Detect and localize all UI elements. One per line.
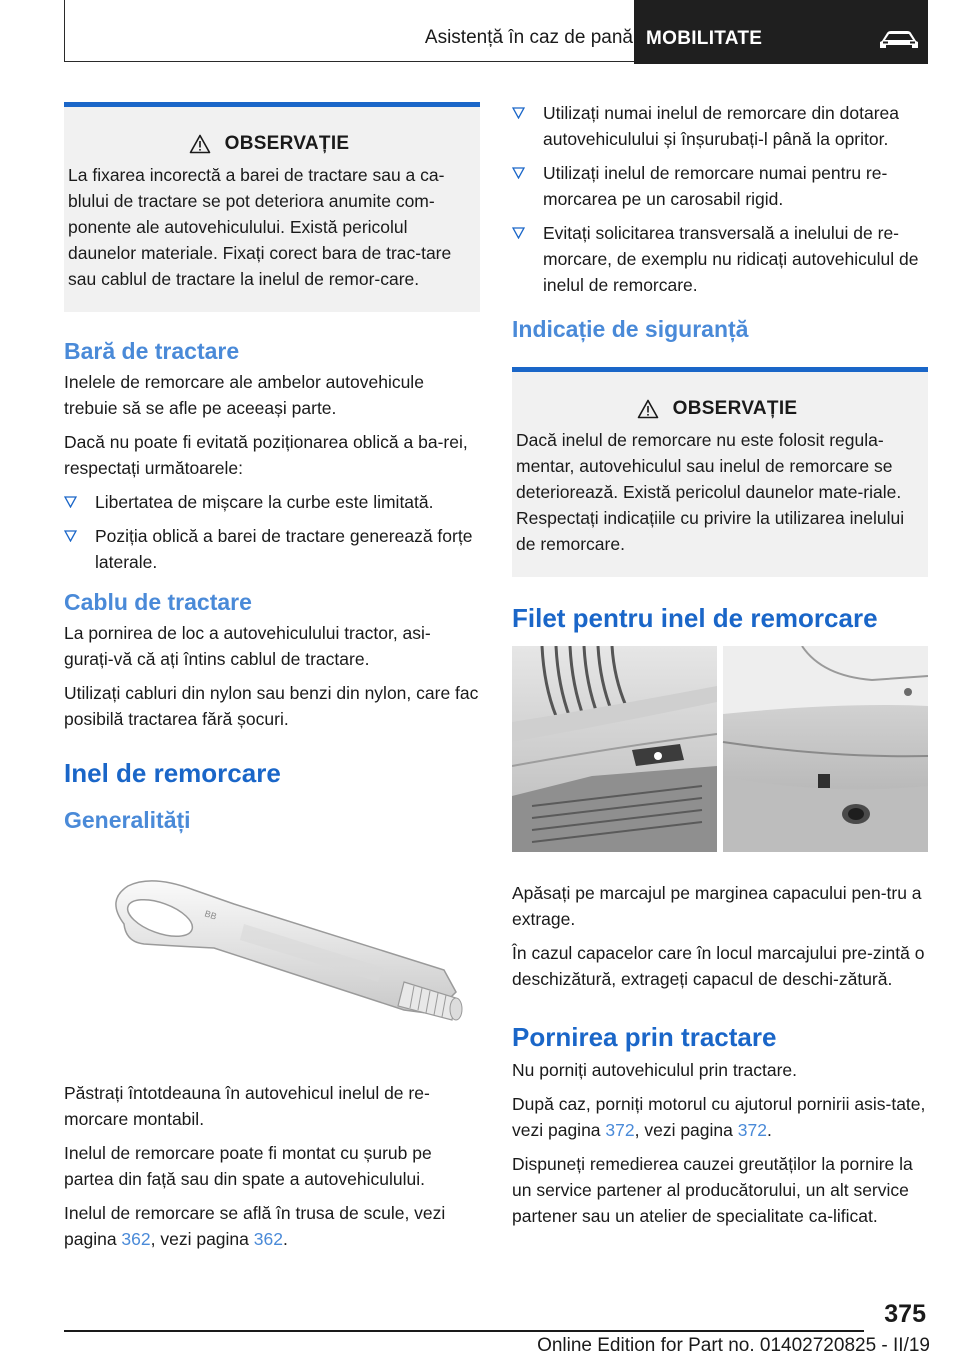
bumper-photos (512, 646, 928, 852)
note-text: Dacă inelul de remorcare nu este folosit regula-mentar, autovehiculul sau inelul de remorcare se deteriorează. Există pericolul daunelor mate-riale. Respectați indicațiile cu privire la utilizarea inelului de remorcare. (516, 430, 905, 554)
triangle-bullet-icon (512, 227, 525, 239)
list-item (64, 489, 480, 515)
heading-cable: Cablu de tractare (64, 589, 252, 615)
paragraph: Apăsați pe marcajul pe marginea capacului pen-tru a extrage. (512, 883, 922, 929)
page-link[interactable]: 362 (121, 1229, 151, 1249)
paragraph: Inelele de remorcare ale ambelor autovehicule trebuie să se afle pe aceeași parte. (64, 372, 424, 418)
list-item-text: Libertatea de mișcare la curbe este limitată. (95, 492, 434, 512)
warning-note (512, 367, 928, 577)
subheading-general: Generalități (64, 807, 191, 833)
text-run: , vezi pagina (150, 1229, 254, 1249)
section-tab (64, 0, 646, 62)
text-run: , vezi pagina (634, 1120, 738, 1140)
list-item-text: Utilizați inelul de remorcare numai pentru re-morcarea pe un carosabil rigid. (543, 163, 888, 209)
paragraph: Dispuneți remedierea cauzei greutăților la pornire la un service partener al producătorului, un alt service partener sau un atelier de specialitate ca-lificat. (512, 1154, 913, 1226)
warning-triangle-icon (637, 399, 659, 419)
triangle-bullet-icon (64, 530, 77, 542)
paragraph: În cazul capacelor care în locul marcajului pre-zintă o deschizătură, extrageți capacul de deschi-zătură. (512, 943, 925, 989)
paragraph: Inelul de remorcare poate fi montat cu șurub pe partea din față sau din spate a autovehiculului. (64, 1143, 432, 1189)
paragraph: Nu porniți autovehiculul prin tractare. (512, 1060, 798, 1080)
chapter-tab (634, 0, 928, 64)
chapter-title: MOBILITATE (646, 28, 763, 49)
edition-text: Online Edition for Part no. 01402720825 - II/19 (537, 1335, 930, 1356)
bullet-list (512, 100, 928, 298)
paragraph-with-links (64, 1200, 480, 1252)
right-column (512, 100, 928, 1237)
paragraph-with-links (512, 1091, 928, 1143)
triangle-bullet-icon (64, 496, 77, 508)
list-item (512, 100, 928, 152)
car-icon (878, 29, 920, 51)
heading-safety: Indicație de siguranță (512, 316, 749, 342)
svg-text:BB: BB (203, 908, 218, 922)
heading-thread: Filet pentru inel de remorcare (512, 603, 878, 633)
bumper-cover-photos (512, 646, 928, 852)
note-text: La fixarea incorectă a barei de tractare sau a ca-blului de tractare se pot deteriora anumite com-ponente ale autovehiculului. Există pericolul daunelor materiale. Fixați corect bara de trac-tare sau cablul de tractare la inelul de remor-care. (68, 165, 452, 289)
section-title: Asistență în caz de pană (424, 27, 633, 48)
list-item-text: Poziția oblică a barei de tractare generează forțe laterale. (95, 526, 473, 572)
note-title: OBSERVAȚIE (672, 398, 798, 419)
note-title: OBSERVAȚIE (224, 133, 350, 154)
text-run: . (766, 1120, 772, 1140)
tow-ring-illustration (64, 844, 480, 1072)
heading-ring: Inel de remorcare (64, 758, 281, 788)
heading-start: Pornirea prin tractare (512, 1022, 777, 1052)
paragraph: Utilizați cabluri din nylon sau benzi din nylon, care fac posibilă tractarea fără șocuri. (64, 683, 479, 729)
text-run: . (282, 1229, 288, 1249)
paragraph: Dacă nu poate fi evitată poziționarea oblică a ba-rei, respectați următoarele: (64, 432, 468, 478)
triangle-bullet-icon (512, 167, 525, 179)
tow-ring-image (64, 844, 480, 1072)
heading-bar: Bară de tractare (64, 338, 240, 364)
warning-triangle-icon (189, 134, 211, 154)
page-header (64, 0, 928, 64)
left-column (64, 102, 480, 1260)
list-item-text: Utilizați numai inelul de remorcare din dotarea autovehiculului și înșurubați-l până la opritor. (543, 103, 900, 149)
triangle-bullet-icon (512, 107, 525, 119)
page-number: 375 (884, 1300, 926, 1328)
list-item-text: Evitați solicitarea transversală a inelului de re-morcare, de exemplu nu ridicați autovehiculul de inelul de remorcare. (543, 223, 919, 295)
bullet-list (64, 489, 480, 575)
warning-note (64, 102, 480, 312)
text-run: După caz, porniți motorul cu ajutorul pornirii asis-tate, vezi pagina (512, 1094, 926, 1140)
paragraph: Păstrați întotdeauna în autovehicul inelul de re-morcare montabil. (64, 1083, 430, 1129)
text-run: Inelul de remorcare se află în trusa de scule, vezi pagina (64, 1203, 446, 1249)
list-item (512, 220, 928, 298)
page-link[interactable]: 372 (605, 1120, 635, 1140)
paragraph: La pornirea de loc a autovehiculului tractor, asi-gurați-vă că ați întins cablul de tractare. (64, 623, 431, 669)
page-link[interactable]: 372 (737, 1120, 767, 1140)
page-link[interactable]: 362 (253, 1229, 283, 1249)
footer-divider (64, 1330, 864, 1332)
list-item (512, 160, 928, 212)
list-item (64, 523, 480, 575)
